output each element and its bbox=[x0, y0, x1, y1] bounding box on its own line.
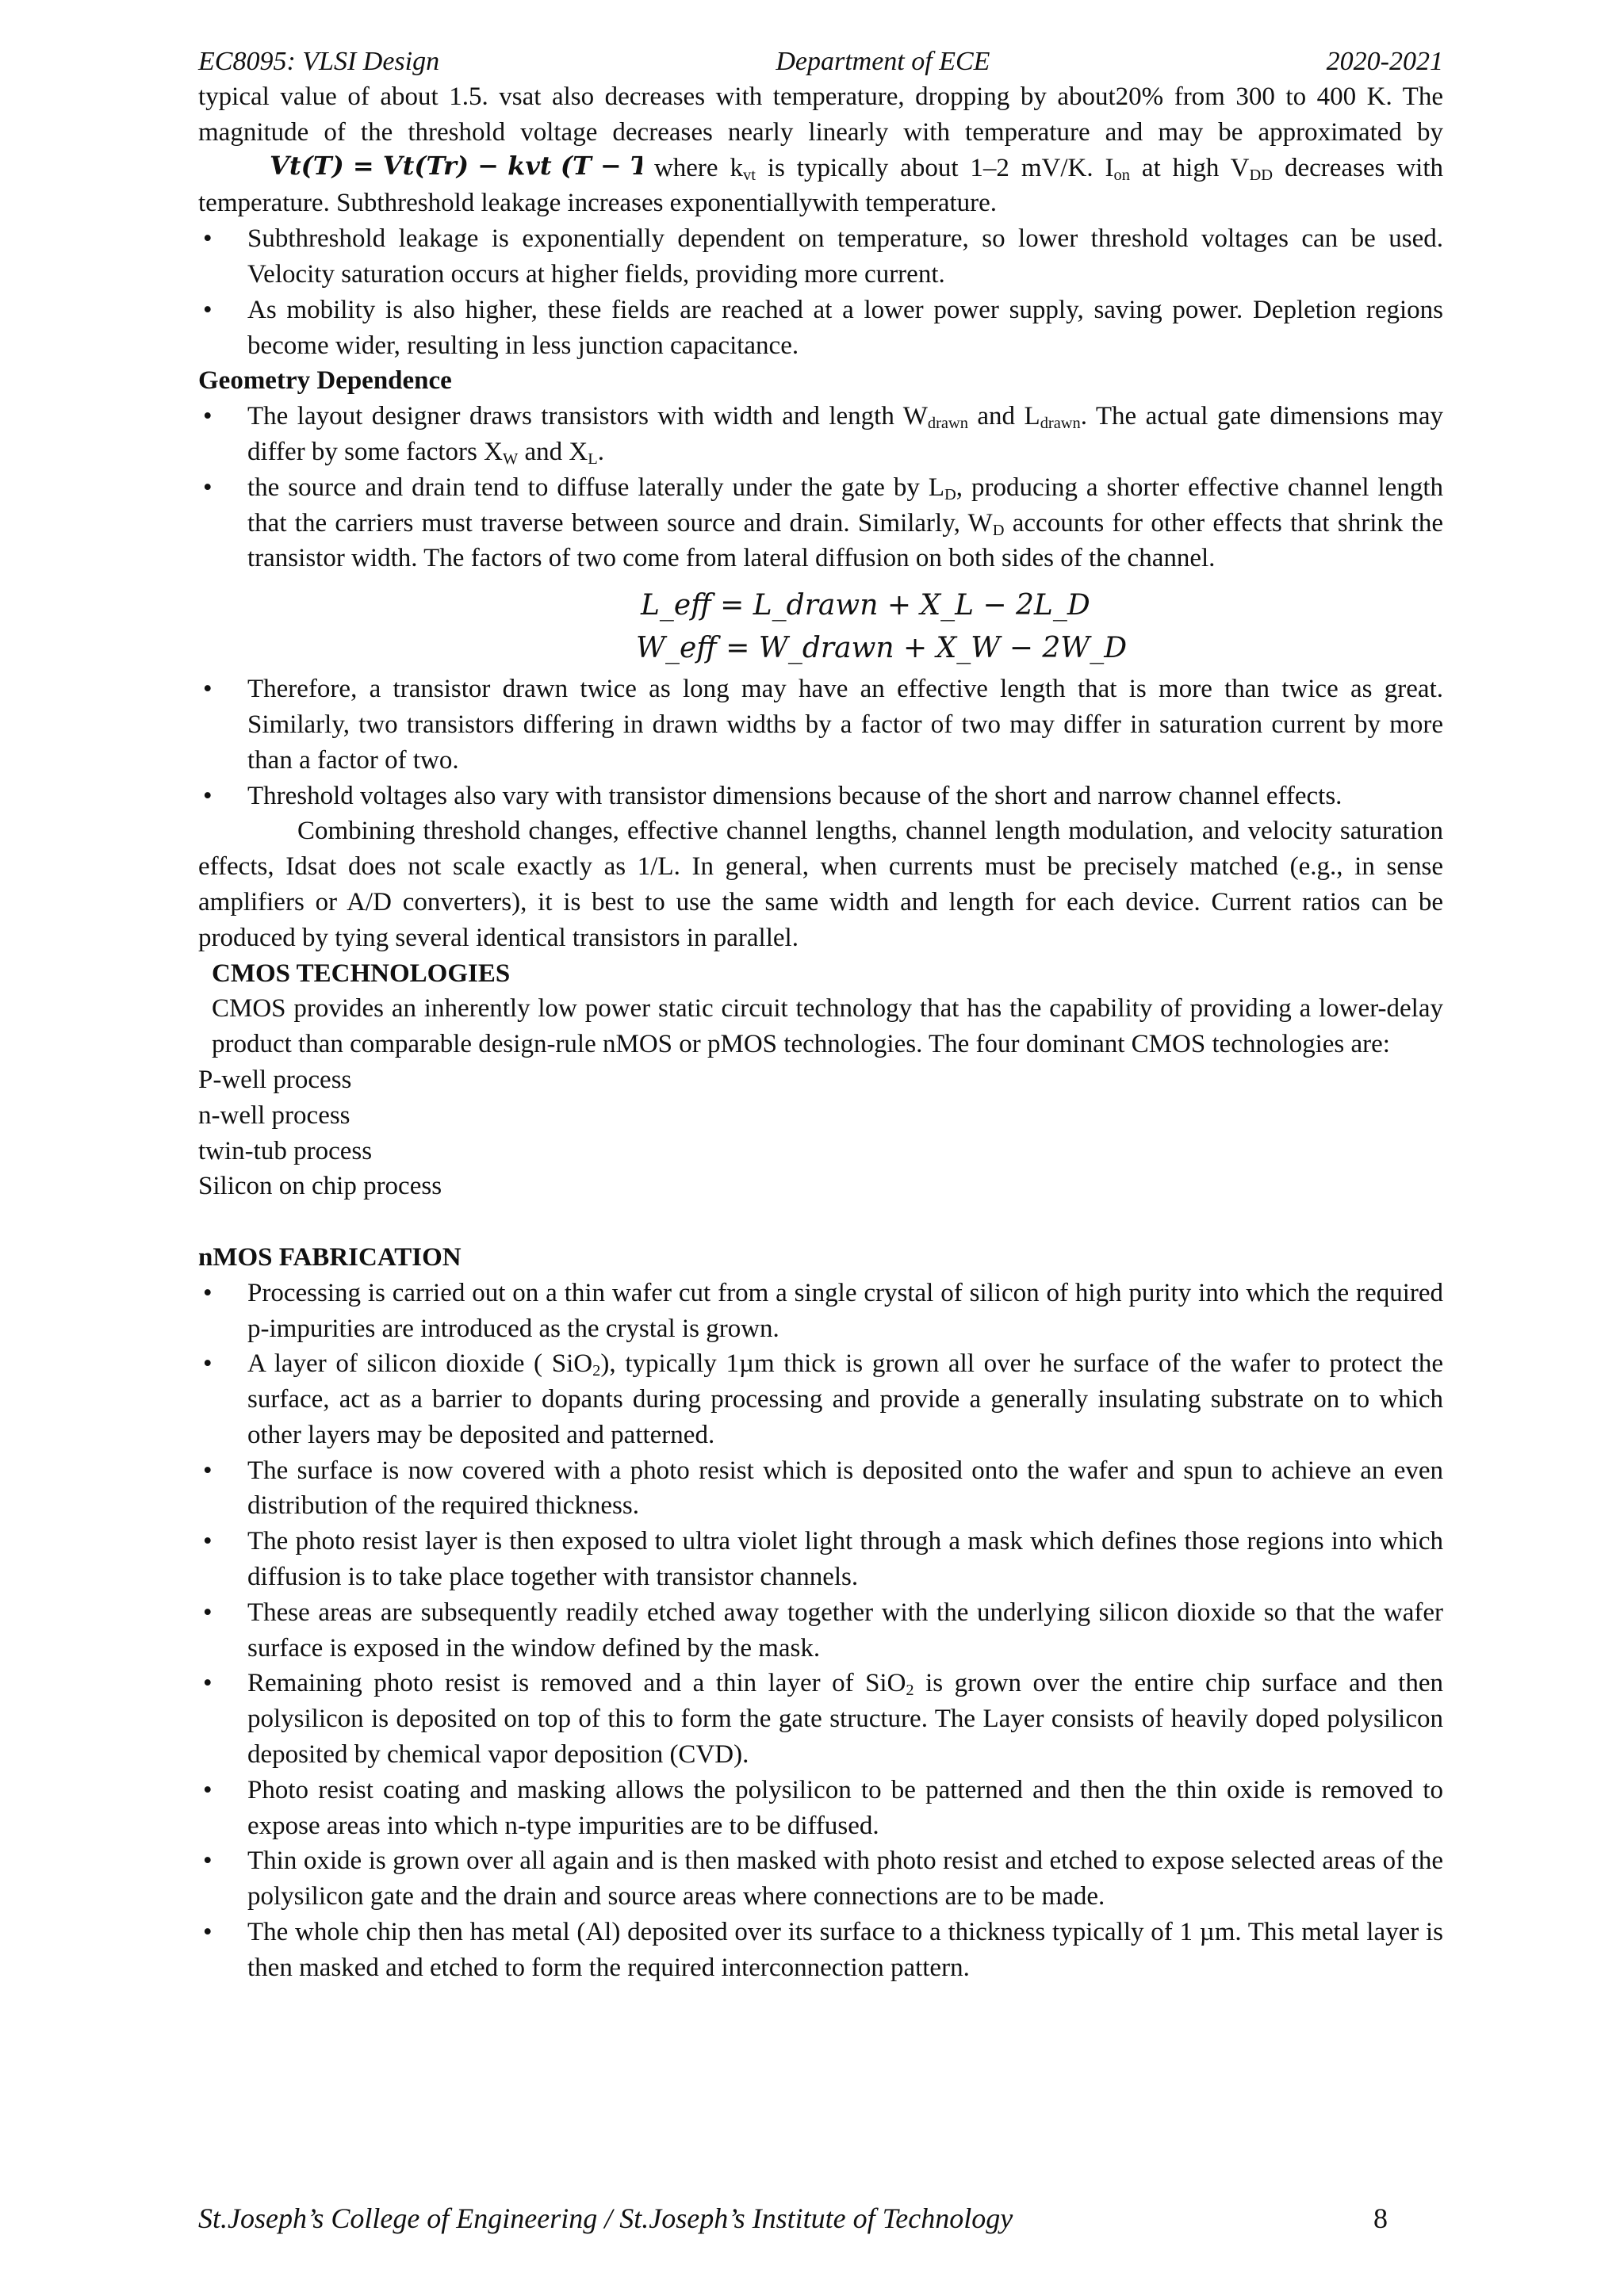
cmos-section bbox=[198, 956, 1443, 1062]
list-item bbox=[198, 1453, 1443, 1525]
intro-paragraph bbox=[198, 79, 1443, 221]
list-item-text: The layout designer draws transistors with width and length W bbox=[247, 402, 928, 431]
intro-text: decreases with temperature. Subthreshold leakage increases exponentiallywith temperature. bbox=[198, 153, 1443, 218]
list-item-text: Subthreshold leakage is exponentially dependent on temperature, so lower threshold voltages can be used. Velocity saturation occurs at higher fields, providing more current. bbox=[247, 224, 1443, 289]
list-item bbox=[198, 1346, 1443, 1452]
subscript: D bbox=[944, 485, 956, 503]
list-item-text: accounts for other effects that shrink the transistor width. The factors of two come from lateral diffusion on both sides of the channel. bbox=[247, 508, 1443, 573]
list-item-text: the source and drain tend to diffuse laterally under the gate by L bbox=[247, 473, 945, 502]
subscript: 2 bbox=[592, 1362, 601, 1380]
list-item-text: As mobility is also higher, these fields are reached at a lower power supply, saving power. Depletion regions become wider, resulting in less junction capacitance. bbox=[247, 295, 1443, 360]
list-item-text: , producing a shorter effective channel length that the carriers must traverse between source and drain. Similarly, W bbox=[247, 473, 1443, 538]
list-item-text: Therefore, a transistor drawn twice as long may have an effective length that is more than twice as great. Similarly, two transistors differing in drawn widths by a factor of two may differ in saturation current by more than a factor of two. bbox=[247, 675, 1443, 775]
bullet-icon: • bbox=[203, 781, 213, 810]
list-item-text: . bbox=[597, 437, 604, 466]
bullet-icon: • bbox=[203, 1669, 213, 1698]
list-item-text: . The actual gate dimensions may differ by some factors X bbox=[247, 402, 1443, 466]
spacer bbox=[198, 1204, 1443, 1240]
list-item-text: The whole chip then has metal (Al) deposited over its surface to a thickness typically of 1 µm. This metal layer is then masked and etched to form the required interconnection pattern. bbox=[247, 1918, 1443, 1982]
geometry-bullets bbox=[198, 399, 1443, 576]
page-footer bbox=[198, 2202, 1388, 2235]
section-heading: nMOS FABRICATION bbox=[198, 1242, 462, 1272]
formula-text: Vt(T) = Vt(Tr) − kvt (T − Tr) bbox=[270, 150, 642, 181]
subscript: drawn bbox=[1040, 415, 1081, 433]
cmos-paragraph: CMOS provides an inherently low power static circuit technology that has the capability of providing a lower-delay product than comparable design-rule nMOS or pMOS technologies. The four dominant CMOS technologies are: bbox=[212, 994, 1443, 1059]
bullet-icon: • bbox=[203, 402, 213, 431]
list-item-text: and L bbox=[967, 402, 1040, 431]
list-item: Silicon on chip process bbox=[198, 1172, 442, 1201]
list-item bbox=[198, 1595, 1443, 1667]
list-item bbox=[198, 779, 1443, 814]
list-item bbox=[198, 221, 1443, 293]
temperature-bullets bbox=[198, 221, 1443, 363]
list-item bbox=[198, 1843, 1443, 1915]
department: Department of ECE bbox=[776, 47, 990, 76]
bullet-icon: • bbox=[203, 295, 213, 324]
threshold-temperature-formula bbox=[198, 151, 642, 186]
list-item bbox=[198, 1524, 1443, 1595]
effective-dimension-equations bbox=[198, 580, 1443, 667]
bullet-icon: • bbox=[203, 1278, 213, 1307]
intro-text: where k bbox=[653, 153, 743, 182]
intro-text: at high V bbox=[1129, 153, 1250, 182]
subscript: DD bbox=[1249, 166, 1274, 184]
list-item-text: These areas are subsequently readily etched away together with the underlying silicon dioxide so that the wafer surface is exposed in the window defined by the mask. bbox=[247, 1598, 1443, 1663]
subscript: W bbox=[502, 450, 519, 469]
institution-name: St.Joseph’s College of Engineering / St.Joseph’s Institute of Technology bbox=[198, 2202, 1013, 2234]
bullet-icon: • bbox=[203, 1775, 213, 1804]
list-item-text: is grown over the entire chip surface and then polysilicon is deposited on top of this to form the gate structure. The Layer consists of heavily doped polysilicon deposited by chemical vapor deposition (CVD). bbox=[247, 1669, 1443, 1770]
list-item: twin-tub process bbox=[198, 1136, 373, 1165]
list-item bbox=[198, 672, 1443, 778]
subscript: vt bbox=[743, 166, 756, 184]
subscript: 2 bbox=[906, 1682, 914, 1700]
section-heading: Geometry Dependence bbox=[198, 366, 452, 396]
weff-equation: W_eff = W_drawn + X_W − 2W_D bbox=[636, 632, 1128, 665]
bullet-icon: • bbox=[203, 675, 213, 704]
list-item bbox=[198, 1915, 1443, 1986]
page-header bbox=[198, 44, 1443, 79]
page-number: 8 bbox=[1373, 2202, 1388, 2234]
bullet-icon: • bbox=[203, 473, 213, 502]
bullet-icon: • bbox=[203, 1598, 213, 1627]
bullet-icon: • bbox=[203, 1918, 213, 1947]
list-item bbox=[198, 293, 1443, 364]
list-item-text: Remaining photo resist is removed and a thin layer of SiO bbox=[247, 1669, 906, 1698]
list-item bbox=[198, 1773, 1443, 1844]
list-item-text: and X bbox=[518, 437, 588, 466]
list-item-text: Photo resist coating and masking allows the polysilicon to be patterned and then the thin oxide is removed to expose areas into which n-type impurities are to be diffused. bbox=[247, 1775, 1443, 1840]
list-item bbox=[198, 399, 1443, 470]
bullet-icon: • bbox=[203, 1527, 213, 1556]
subscript: on bbox=[1113, 166, 1130, 184]
document-page bbox=[198, 44, 1443, 1986]
section-heading: CMOS TECHNOLOGIES bbox=[212, 959, 511, 988]
bullet-icon: • bbox=[203, 1349, 213, 1379]
bullet-icon: • bbox=[203, 1846, 213, 1876]
list-item-text: The surface is now covered with a photo resist which is deposited onto the wafer and spun to achieve an even distribution of the required thickness. bbox=[247, 1456, 1443, 1521]
list-item-text: Threshold voltages also vary with transistor dimensions because of the short and narrow channel effects. bbox=[247, 781, 1342, 810]
list-item-text: The photo resist layer is then exposed to ultra violet light through a mask which defines those regions into which diffusion is to take place together with transistor channels. bbox=[247, 1527, 1443, 1592]
subscript: drawn bbox=[927, 415, 968, 433]
list-item-text: Thin oxide is grown over all again and is then masked with photo resist and etched to expose selected areas of the polysilicon gate and the drain and source areas where connections are to be made. bbox=[247, 1846, 1443, 1911]
geometry-paragraph: Combining threshold changes, effective channel lengths, channel length modulation, and velocity saturation effects, Idsat does not scale exactly as 1/L. In general, when currents must be precisely matched (e.g., in sense amplifiers or A/D converters), it is best to use the same width and length for each device. Current ratios can be produced by tying several identical transistors in parallel. bbox=[198, 817, 1443, 952]
bullet-icon: • bbox=[203, 224, 213, 254]
intro-text: is typically about 1–2 mV/K. I bbox=[755, 153, 1114, 182]
course-title: EC8095: VLSI Design bbox=[198, 47, 440, 76]
intro-text: typical value of about 1.5. vsat also decreases with temperature, dropping by about20% from 300 to 400 K. The magnitude of the threshold voltage decreases nearly linearly with temperature and may be approximated by bbox=[198, 82, 1443, 147]
list-item bbox=[198, 1666, 1443, 1772]
geometry-bullets-continued bbox=[198, 672, 1443, 813]
list-item: n-well process bbox=[198, 1100, 350, 1130]
list-item-text: Processing is carried out on a thin wafer cut from a single crystal of silicon of high purity into which the required p-impurities are introduced as the crystal is grown. bbox=[247, 1278, 1443, 1343]
list-item bbox=[198, 470, 1443, 576]
list-item-text: ), typically 1µm thick is grown all over he surface of the wafer to protect the surface, act as a barrier to dopants during processing and provide a generally insulating substrate on to which other layers may be deposited and patterned. bbox=[247, 1349, 1443, 1449]
subscript: L bbox=[588, 450, 598, 469]
academic-year: 2020-2021 bbox=[1326, 47, 1443, 76]
cmos-technology-list bbox=[198, 1062, 1443, 1204]
leff-equation: L_eff = L_drawn + X_L − 2L_D bbox=[641, 589, 1090, 622]
nmos-fabrication-steps bbox=[198, 1276, 1443, 1986]
list-item: P-well process bbox=[198, 1065, 352, 1094]
bullet-icon: • bbox=[203, 1456, 213, 1485]
formula-graphic bbox=[198, 151, 642, 182]
list-item bbox=[198, 1276, 1443, 1347]
subscript: D bbox=[992, 521, 1005, 539]
list-item-text: A layer of silicon dioxide ( SiO bbox=[247, 1349, 593, 1379]
